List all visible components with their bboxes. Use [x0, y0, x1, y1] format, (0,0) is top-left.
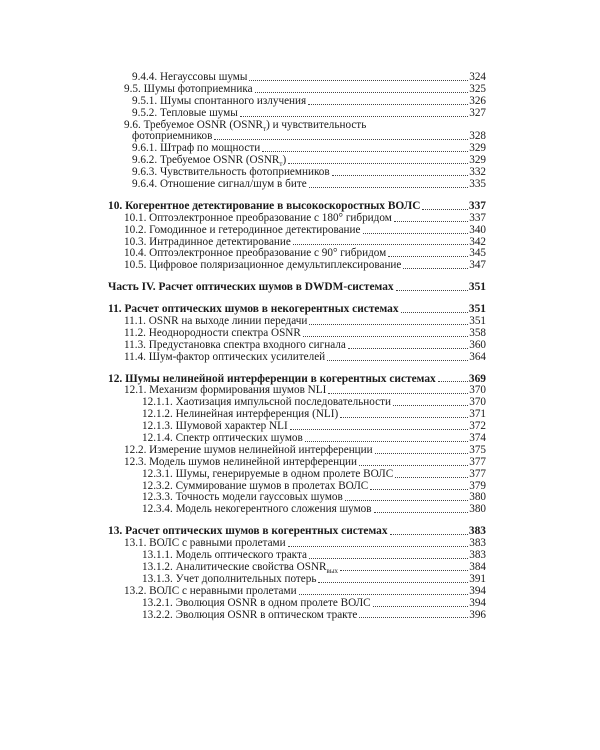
leader-dots	[293, 244, 468, 245]
leader-dots	[308, 104, 468, 105]
chapter-heading[interactable]: 12. Шумы нелинейной интерференции в когерентных системах 369	[108, 372, 486, 385]
leader-dots	[332, 175, 469, 176]
toc-entry[interactable]: 11.3. Предустановка спектра входного сигнала 360	[124, 338, 486, 351]
toc-entry[interactable]: 9.6.1. Штраф по мощности 329	[132, 142, 486, 155]
leader-dots	[262, 151, 468, 152]
toc-entry[interactable]: 9.5.1. Шумы спонтанного излучения 326	[132, 94, 486, 107]
leader-dots	[390, 534, 468, 535]
leader-dots	[328, 393, 468, 394]
chapter-heading[interactable]: 13. Расчет оптических шумов в когерентных системах 383	[108, 525, 486, 538]
page-number: 377	[469, 467, 486, 480]
page-number: 383	[468, 525, 486, 538]
toc-entry[interactable]: 13.2.1. Эволюция OSNR в одном пролете ВОЛС 394	[142, 596, 486, 609]
toc-entry[interactable]: 12.1.3. Шумовой характер NLI 372	[142, 420, 486, 433]
leader-dots	[255, 92, 469, 93]
toc-entry[interactable]: 9.6. Требуемое OSNR $(OSNR_т)$ и чувствительность	[124, 118, 367, 133]
toc-entry[interactable]: 13.1.2. Аналитические свойства $OSNR_{вых}$ 384	[142, 560, 486, 576]
part-heading[interactable]: Часть IV. Расчет оптических шумов в DWDM-системах 351	[108, 281, 486, 294]
leader-dots	[309, 324, 468, 325]
toc-entry[interactable]: 12.3.4. Модель некогерентного сложения шумов 380	[142, 503, 486, 516]
leader-dots	[303, 336, 468, 337]
page-number: 358	[469, 326, 486, 339]
leader-dots	[403, 268, 468, 269]
leader-dots	[288, 546, 469, 547]
page-number: 329	[469, 154, 486, 167]
page-number: 374	[469, 432, 486, 445]
page-number: 329	[469, 142, 486, 155]
page-number: 383	[469, 549, 486, 562]
page-number: 370	[469, 396, 486, 409]
leader-dots	[340, 570, 468, 571]
toc-entry[interactable]: 12.3.1. Шумы, генерируемые в одном пролете ВОЛС 377	[142, 467, 486, 480]
page-number: 372	[469, 420, 486, 433]
toc-entry[interactable]: 10.4. Оптоэлектронное преобразование с 90° гибридом 345	[124, 247, 486, 260]
leader-dots	[348, 348, 468, 349]
toc-entry[interactable]: 12.3.2. Суммирование шумов в пролетах ВОЛС 379	[142, 479, 486, 492]
page-number: 327	[469, 106, 486, 119]
page-number: 396	[469, 608, 486, 621]
page-number: 326	[469, 94, 486, 107]
page-number: 351	[469, 315, 486, 328]
toc-entry[interactable]: 9.5.2. Тепловые шумы 327	[132, 106, 486, 119]
page-number: 347	[469, 259, 486, 272]
leader-dots	[340, 417, 468, 418]
page-number: 328	[469, 130, 486, 143]
leader-dots	[394, 221, 468, 222]
page-number: 391	[469, 572, 486, 585]
leader-dots	[373, 606, 469, 607]
page-number: 332	[469, 166, 486, 179]
leader-dots	[359, 617, 468, 618]
leader-dots	[290, 429, 469, 430]
toc-entry[interactable]: 12.1.1. Хаотизация импульсной последовательности 370	[142, 396, 486, 409]
page-number: 394	[469, 596, 486, 609]
page-number: 383	[469, 537, 486, 550]
toc-entry[interactable]: 9.6.3. Чувствительность фотоприемников 332	[132, 166, 486, 179]
chapter-heading[interactable]: 11. Расчет оптических шумов в некогерентных системах 351	[108, 303, 486, 316]
leader-dots	[375, 453, 469, 454]
leader-dots	[363, 233, 469, 234]
leader-dots	[318, 582, 468, 583]
page-number: 337	[469, 211, 486, 224]
page-number: 324	[469, 70, 486, 83]
leader-dots	[240, 116, 468, 117]
toc-entry[interactable]: 9.6.4. Отношение сигнал/шум в бите 335	[132, 178, 486, 190]
leader-dots	[309, 558, 468, 559]
page-number: 394	[469, 584, 486, 597]
page-number: 351	[468, 303, 486, 316]
page-number: 364	[469, 350, 486, 363]
toc-entry[interactable]: 11.4. Шум-фактор оптических усилителей 364	[124, 350, 486, 363]
toc-entry-continuation[interactable]: фотоприемников 328	[132, 130, 486, 143]
page-number: 337	[468, 199, 486, 212]
leader-dots	[438, 381, 468, 382]
leader-dots	[370, 489, 468, 490]
toc-entry[interactable]: 10.2. Гомодинное и гетеродинное детектирование 340	[124, 223, 486, 236]
toc-entry[interactable]: 13.1.1. Модель оптического тракта 383	[142, 549, 486, 562]
page-number: 375	[469, 443, 486, 456]
toc-entry[interactable]: 12.1.2. Нелинейная интерференция (NLI) 371	[142, 408, 486, 421]
page-number: 360	[469, 338, 486, 351]
leader-dots	[395, 477, 468, 478]
page-number: 335	[469, 178, 486, 190]
toc-entry[interactable]: 12.2. Измерение шумов нелинейной интерференции 375	[124, 443, 486, 456]
toc-entry[interactable]: 13.2.2. Эволюция OSNR в оптическом тракте 396	[142, 608, 486, 621]
toc-entry[interactable]: 10.3. Интрадинное детектирование 342	[124, 235, 486, 248]
page-number: 379	[469, 479, 486, 492]
page-number: 377	[469, 455, 486, 468]
toc-entry[interactable]: 12.1.4. Спектр оптических шумов 374	[142, 432, 486, 445]
toc-entry[interactable]: 12.3.3. Точность модели гауссовых шумов 380	[142, 491, 486, 504]
leader-dots	[396, 290, 468, 291]
chapter-heading[interactable]: 10. Когерентное детектирование в высокоскоростных ВОЛС 337	[108, 199, 486, 212]
toc-entry[interactable]: 10.5. Цифровое поляризационное демультиплексирование 347	[124, 259, 486, 272]
toc-entry[interactable]: 10.1. Оптоэлектронное преобразование с 180° гибридом 337	[124, 211, 486, 224]
leader-dots	[401, 312, 468, 313]
toc-entry[interactable]: 9.4.4. Негауссовы шумы 324	[132, 70, 486, 83]
page-number: 370	[469, 384, 486, 397]
toc-entry[interactable]: 12.1. Механизм формирования шумов NLI 370	[124, 384, 486, 397]
leader-dots	[214, 139, 468, 140]
toc-entry[interactable]: 13.1. ВОЛС с равными пролетами 383	[124, 537, 486, 550]
page-number: 380	[469, 503, 486, 516]
page-number: 342	[469, 235, 486, 248]
page-number: 380	[469, 491, 486, 504]
toc-entry[interactable]: 11.1. OSNR на выходе линии передачи 351	[124, 315, 486, 328]
leader-dots	[288, 163, 468, 164]
leader-dots	[305, 441, 468, 442]
toc-entry[interactable]: 11.2. Неоднородности спектра OSNR 358	[124, 326, 486, 339]
leader-dots	[374, 512, 469, 513]
toc-entry[interactable]: 12.3. Модель шумов нелинейной интерференции 377	[124, 455, 486, 468]
leader-dots	[309, 187, 469, 188]
page-number: 351	[468, 281, 486, 294]
toc-entry[interactable]: 9.5. Шумы фотоприемника 325	[124, 82, 486, 95]
toc-entry[interactable]: 13.2. ВОЛС с неравными пролетами 394	[124, 584, 486, 597]
page-number: 345	[469, 247, 486, 260]
toc-entry[interactable]: 13.1.3. Учет дополнительных потерь 391	[142, 572, 486, 585]
leader-dots	[249, 80, 468, 81]
page-number: 384	[469, 560, 486, 573]
table-of-contents	[108, 72, 486, 621]
leader-dots	[359, 465, 468, 466]
page-number: 369	[468, 372, 486, 385]
leader-dots	[388, 256, 468, 257]
leader-dots	[327, 360, 468, 361]
leader-dots	[345, 500, 468, 501]
page-number: 340	[469, 223, 486, 236]
leader-dots	[422, 209, 467, 210]
toc-entry[interactable]: 9.6.2. Требуемое OSNR $(OSNR_т)$ 329	[132, 154, 486, 169]
leader-dots	[393, 405, 468, 406]
leader-dots	[299, 594, 469, 595]
page-number: 371	[469, 408, 486, 421]
page-number: 325	[469, 82, 486, 95]
